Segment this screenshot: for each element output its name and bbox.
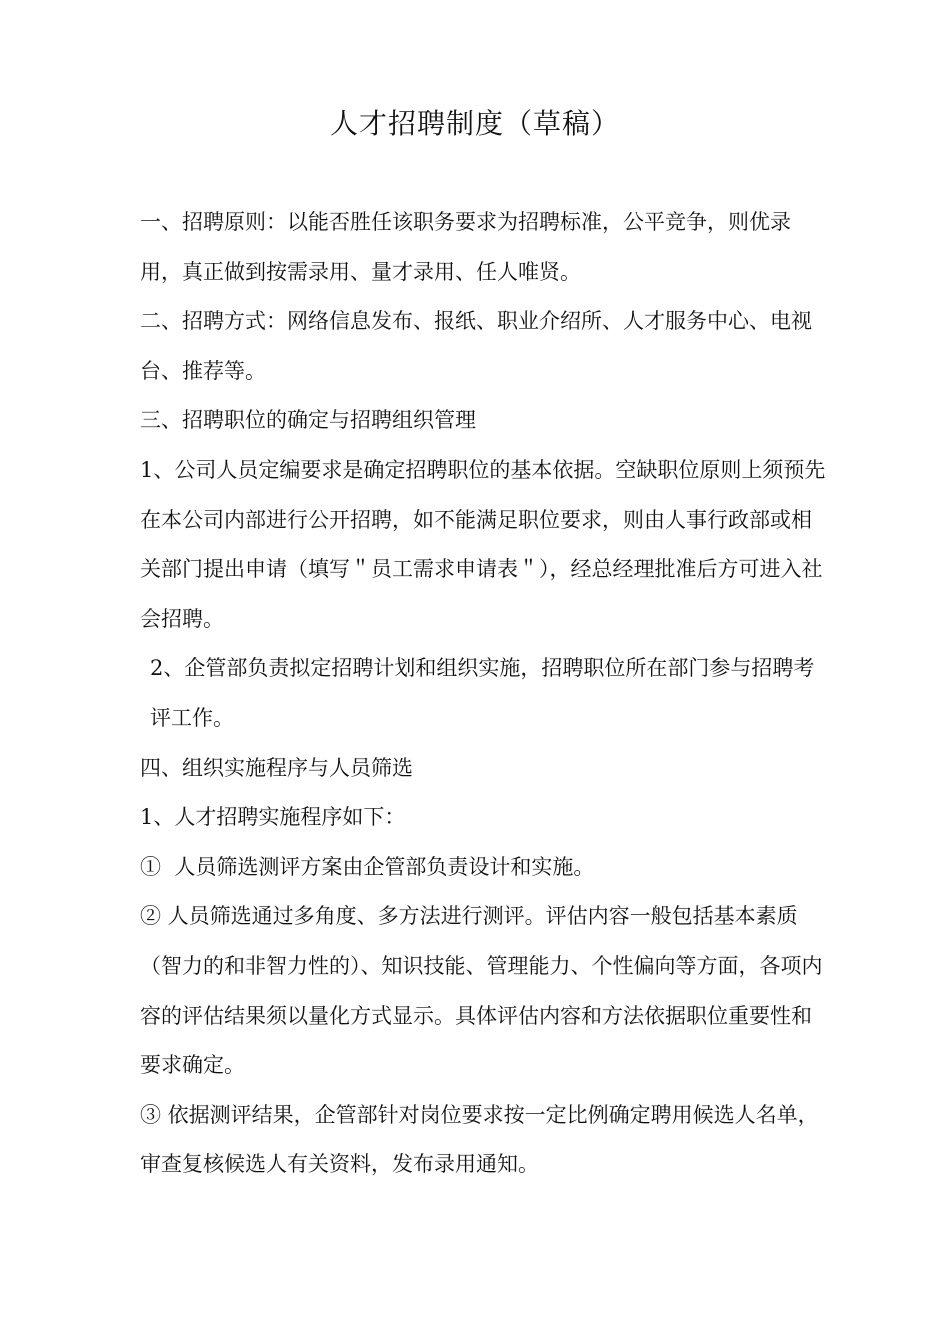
document-title: 人才招聘制度（草稿）	[329, 107, 620, 140]
clause-4-1: 1、人才招聘实施程序如下：	[140, 805, 406, 830]
section-procedure-heading: 四、组织实施程序与人员筛选	[140, 755, 413, 780]
step-2: ② 人员筛选通过多角度、多方法进行测评。评估内容一般包括基本素质（智力的和非智力性的）、知识技能、管理能力、个性偏向等方面，各项内容的评估结果须以量化方式显示。具体评估内容和方法依据职位重要性和要求确定。	[140, 904, 823, 1078]
document-body	[140, 198, 830, 1190]
clause-3-2: 2、企管部负责拟定招聘计划和组织实施，招聘职位所在部门参与招聘考评工作。	[150, 656, 815, 730]
clause-3-1: 1、公司人员定编要求是确定招聘职位的基本依据。空缺职位原则上须预先在本公司内部进行公开招聘，如不能满足职位要求，则由人事行政部或相关部门提出申请（填写＂员工需求申请表＂），经总经理批准后方可进入社会招聘。	[140, 457, 826, 631]
section-recruitment-methods: 二、招聘方式：网络信息发布、报纸、职业介绍所、人才服务中心、电视台、推荐等。	[140, 309, 812, 383]
section-recruitment-principle: 一、招聘原则：以能否胜任该职务要求为招聘标准，公平竞争，则优录用，真正做到按需录用、量才录用、任人唯贤。	[140, 210, 791, 284]
section-position-heading: 三、招聘职位的确定与招聘组织管理	[140, 408, 476, 433]
step-1: ① 人员筛选测评方案由企管部负责设计和实施。	[140, 854, 595, 879]
step-3: ③ 依据测评结果，企管部针对岗位要求按一定比例确定聘用候选人名单，审查复核候选人有关资料，发布录用通知。	[140, 1102, 819, 1177]
